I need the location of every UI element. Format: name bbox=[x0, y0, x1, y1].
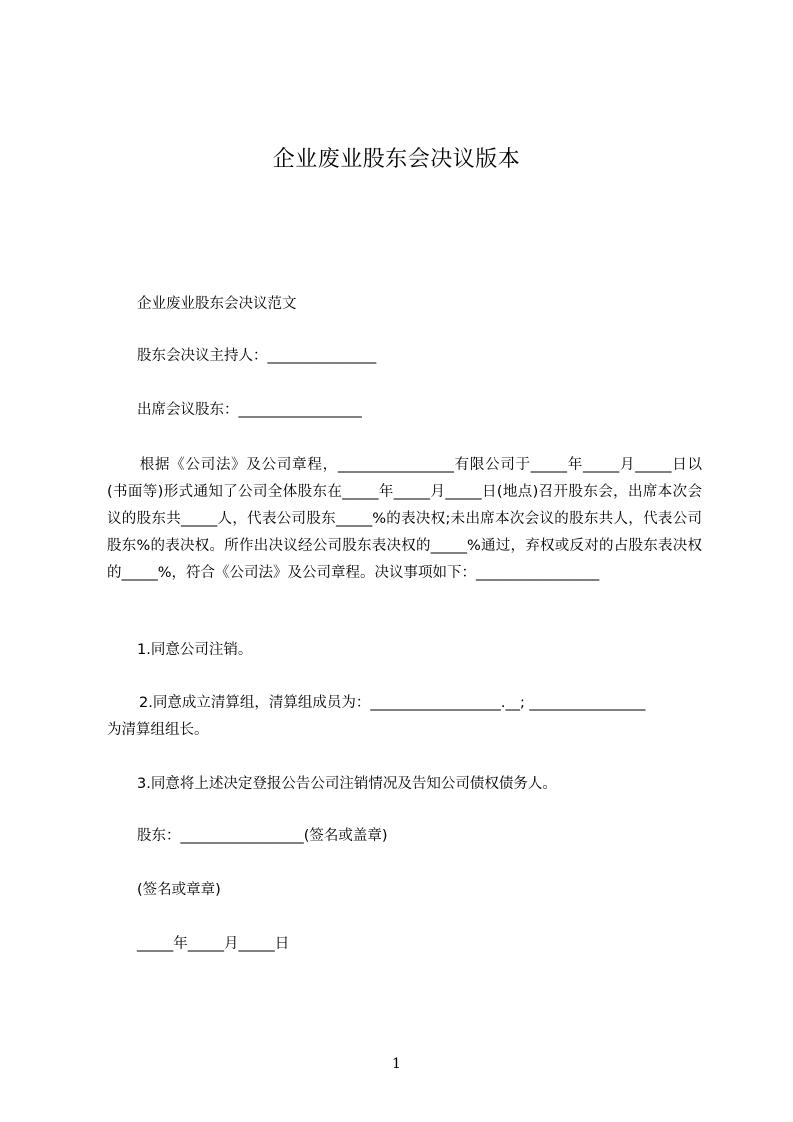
host-line bbox=[137, 344, 376, 365]
attendees-line bbox=[137, 398, 362, 419]
subtitle: 企业废业股东会决议范文 bbox=[137, 296, 297, 312]
item-3: 3.同意将上述决定登报公告公司注销情况及告知公司债权债务人。 bbox=[137, 776, 557, 792]
body-paragraph bbox=[107, 452, 702, 587]
attendees-label: 出席会议股东： bbox=[137, 402, 239, 418]
body-paragraph-text: 根据《公司法》及公司章程，________________有限公司于_____年_____月_____日以(书面等)形式通知了公司全体股东在_____年_____月_____日(地点)召开股东会，出席本次会议的股东共_____人，代表公司股东_____%的表决权;未出席本次会议的股东共人，代表公司股东%的表决权。所作出决议经公司股东表决权的_____%通过，弃权或反对的占股东表决权的_____%，符合《公司法》及公司章程。决议事项如下：_________________ bbox=[107, 457, 702, 581]
item-2-continuation: 为清算组组长。 bbox=[107, 722, 209, 738]
host-blank: _______________ bbox=[267, 348, 377, 364]
page-number: 1 bbox=[392, 1056, 401, 1072]
date-line: _____年_____月_____日 bbox=[137, 936, 290, 952]
item-1: 1.同意公司注销。 bbox=[137, 642, 253, 658]
document-title: 企业废业股东会决议版本 bbox=[272, 147, 521, 172]
signature-note: (签名或章章) bbox=[137, 882, 221, 898]
item-2: 2.同意成立清算组，清算组成员为：__________________.__; ________________ bbox=[139, 695, 646, 711]
shareholder-signature-line: 股东：_________________(签名或盖章) bbox=[137, 828, 388, 844]
host-label: 股东会决议主持人： bbox=[137, 348, 268, 364]
attendees-blank: _________________ bbox=[238, 402, 362, 418]
